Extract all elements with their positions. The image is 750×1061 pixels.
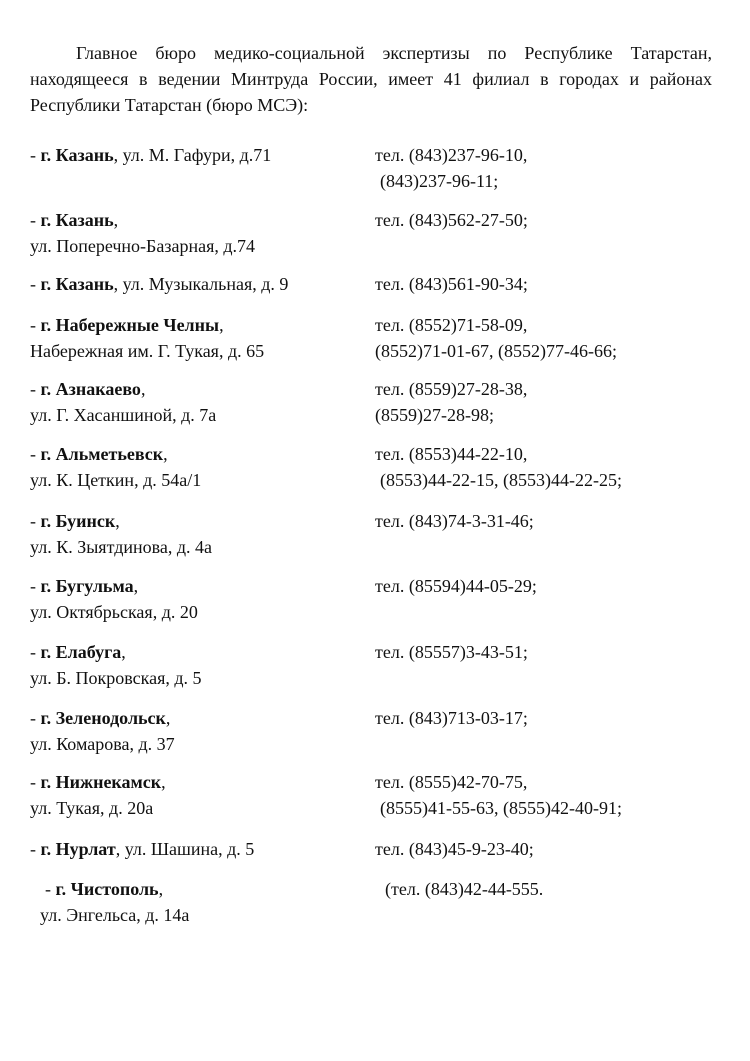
- city-name: г. Нижнекамск: [40, 772, 162, 792]
- address-line-2: ул. К. Зыятдинова, д. 4а: [30, 537, 213, 557]
- address-text: ,: [219, 315, 224, 335]
- branch-phones: [385, 876, 730, 902]
- address-text: ,: [121, 642, 126, 662]
- branch-entry: [30, 441, 720, 493]
- phone-line-2: (8559)27-28-98;: [375, 405, 494, 425]
- phone-line-1: тел. (8552)71-58-09,: [375, 315, 528, 335]
- address-text: ,: [113, 210, 119, 230]
- branch-entry: [30, 142, 720, 194]
- city-name: г. Бугульма: [40, 576, 134, 596]
- address-text: , ул. Музыкальная, д. 9: [113, 274, 289, 294]
- dash: -: [30, 772, 41, 792]
- branch-phones: [375, 769, 720, 821]
- city-name: г. Буинск: [40, 511, 116, 531]
- address-line-2: ул. Тукая, д. 20а: [30, 798, 154, 818]
- dash: -: [30, 379, 41, 399]
- city-name: г. Набережные Челны: [40, 315, 220, 335]
- dash: -: [30, 444, 41, 464]
- branch-entry: [30, 207, 720, 259]
- phone-line-1: тел. (843)74-3-31-46;: [375, 511, 534, 531]
- address-text: ,: [115, 511, 120, 531]
- phone-line-2: (843)237-96-11;: [380, 171, 499, 191]
- branch-address: [30, 876, 370, 928]
- branch-address: [30, 705, 370, 757]
- branch-entry: [30, 769, 720, 821]
- phone-line-1: тел. (843)237-96-10,: [375, 145, 528, 165]
- address-line-2: Набережная им. Г. Тукая, д. 65: [30, 341, 265, 361]
- branch-entry: [30, 639, 720, 691]
- city-name: г. Зеленодольск: [40, 708, 166, 728]
- address-line-2: ул. Октябрьская, д. 20: [30, 602, 198, 622]
- branch-address: [30, 376, 370, 428]
- branch-phones: [375, 312, 720, 364]
- address-text: ,: [133, 576, 139, 596]
- dash: -: [30, 315, 41, 335]
- city-name: г. Азнакаево: [40, 379, 141, 399]
- branch-phones: [375, 441, 720, 493]
- address-line-1: [30, 573, 370, 599]
- address-line-1: [30, 207, 370, 233]
- address-text: ,: [163, 444, 168, 464]
- address-line-2: ул. К. Цеткин, д. 54а/1: [30, 470, 202, 490]
- phone-line-1: тел. (8559)27-28-38,: [375, 379, 528, 399]
- phone-line-2: (8555)41-55-63, (8555)42-40-91;: [380, 798, 622, 818]
- city-name: г. Елабуга: [40, 642, 122, 662]
- branch-phones: [375, 573, 720, 599]
- phone-line-1: тел. (85594)44-05-29;: [375, 576, 537, 596]
- address-line-1: [30, 312, 370, 338]
- branch-address: [30, 639, 370, 691]
- phone-line-2: (8552)71-01-67, (8552)77-46-66;: [375, 341, 617, 361]
- address-line-1: [30, 142, 370, 168]
- branch-phones: [375, 639, 720, 665]
- dash: -: [30, 708, 41, 728]
- dash: -: [30, 145, 41, 165]
- address-line-1: [30, 639, 370, 665]
- dash: -: [30, 642, 41, 662]
- address-line-1: [30, 836, 370, 862]
- branch-address: [30, 207, 370, 259]
- phone-line-1: тел. (843)713-03-17;: [375, 708, 528, 728]
- dash: -: [30, 839, 41, 859]
- phone-line-2: (8553)44-22-15, (8553)44-22-25;: [380, 470, 622, 490]
- phone-line-1: тел. (85557)3-43-51;: [375, 642, 528, 662]
- intro-paragraph: Главное бюро медико-социальной экспертизы по Республике Татарстан, находящееся в ведении Минтруда России, имеет 41 филиал в городах и районах Республики Татарстан (бюро МСЭ):: [30, 43, 712, 115]
- city-name: г. Чистополь: [55, 879, 159, 899]
- dash: -: [30, 576, 41, 596]
- address-text: ,: [158, 879, 164, 899]
- address-line-1: [30, 705, 370, 731]
- address-line-1: [30, 876, 370, 902]
- city-name: г. Казань: [40, 210, 114, 230]
- dash: -: [30, 210, 41, 230]
- branch-entry: [30, 573, 720, 625]
- branch-address: [30, 142, 370, 168]
- address-line-1: [30, 769, 370, 795]
- phone-line-1: тел. (843)562-27-50;: [375, 210, 528, 230]
- branch-phones: [375, 142, 720, 194]
- branch-entry: [30, 312, 720, 364]
- branch-entry: [30, 508, 720, 560]
- phone-line-1: тел. (8553)44-22-10,: [375, 444, 528, 464]
- branch-phones: [375, 508, 720, 534]
- branch-phones: [375, 376, 720, 428]
- address-line-2: ул. Г. Хасаншиной, д. 7а: [30, 405, 217, 425]
- branch-phones: [375, 207, 720, 233]
- branch-address: [30, 312, 370, 364]
- address-text: ,: [161, 772, 166, 792]
- address-line-1: [30, 376, 370, 402]
- phone-line-1: (тел. (843)42-44-555.: [385, 879, 544, 899]
- dash: -: [30, 511, 41, 531]
- branch-entry: [30, 376, 720, 428]
- city-name: г. Казань: [40, 274, 114, 294]
- address-line-2: ул. Энгельса, д. 14а: [40, 905, 190, 925]
- branch-phones: [375, 271, 720, 297]
- city-name: г. Казань: [40, 145, 114, 165]
- branch-phones: [375, 836, 720, 862]
- address-line-1: [30, 441, 370, 467]
- address-line-2: ул. Б. Покровская, д. 5: [30, 668, 202, 688]
- branch-address: [30, 769, 370, 821]
- address-text: ,: [140, 379, 146, 399]
- address-text: ,: [165, 708, 171, 728]
- address-text: , ул. Шашина, д. 5: [115, 839, 255, 859]
- branch-phones: [375, 705, 720, 731]
- address-text: , ул. М. Гафури, д.71: [113, 145, 272, 165]
- branch-address: [30, 508, 370, 560]
- branch-address: [30, 836, 370, 862]
- branch-entry: [30, 876, 720, 928]
- branch-address: [30, 441, 370, 493]
- branch-address: [30, 271, 370, 297]
- branch-entry: [30, 705, 720, 757]
- phone-line-1: тел. (843)561-90-34;: [375, 274, 528, 294]
- dash: -: [30, 274, 41, 294]
- city-name: г. Нурлат: [40, 839, 116, 859]
- phone-line-1: тел. (843)45-9-23-40;: [375, 839, 534, 859]
- address-line-2: ул. Комарова, д. 37: [30, 734, 175, 754]
- address-line-1: [30, 271, 370, 297]
- dash: -: [45, 879, 56, 899]
- city-name: г. Альметьевск: [40, 444, 164, 464]
- phone-line-1: тел. (8555)42-70-75,: [375, 772, 528, 792]
- address-line-1: [30, 508, 370, 534]
- address-line-2: ул. Поперечно-Базарная, д.74: [30, 236, 256, 256]
- branch-address: [30, 573, 370, 625]
